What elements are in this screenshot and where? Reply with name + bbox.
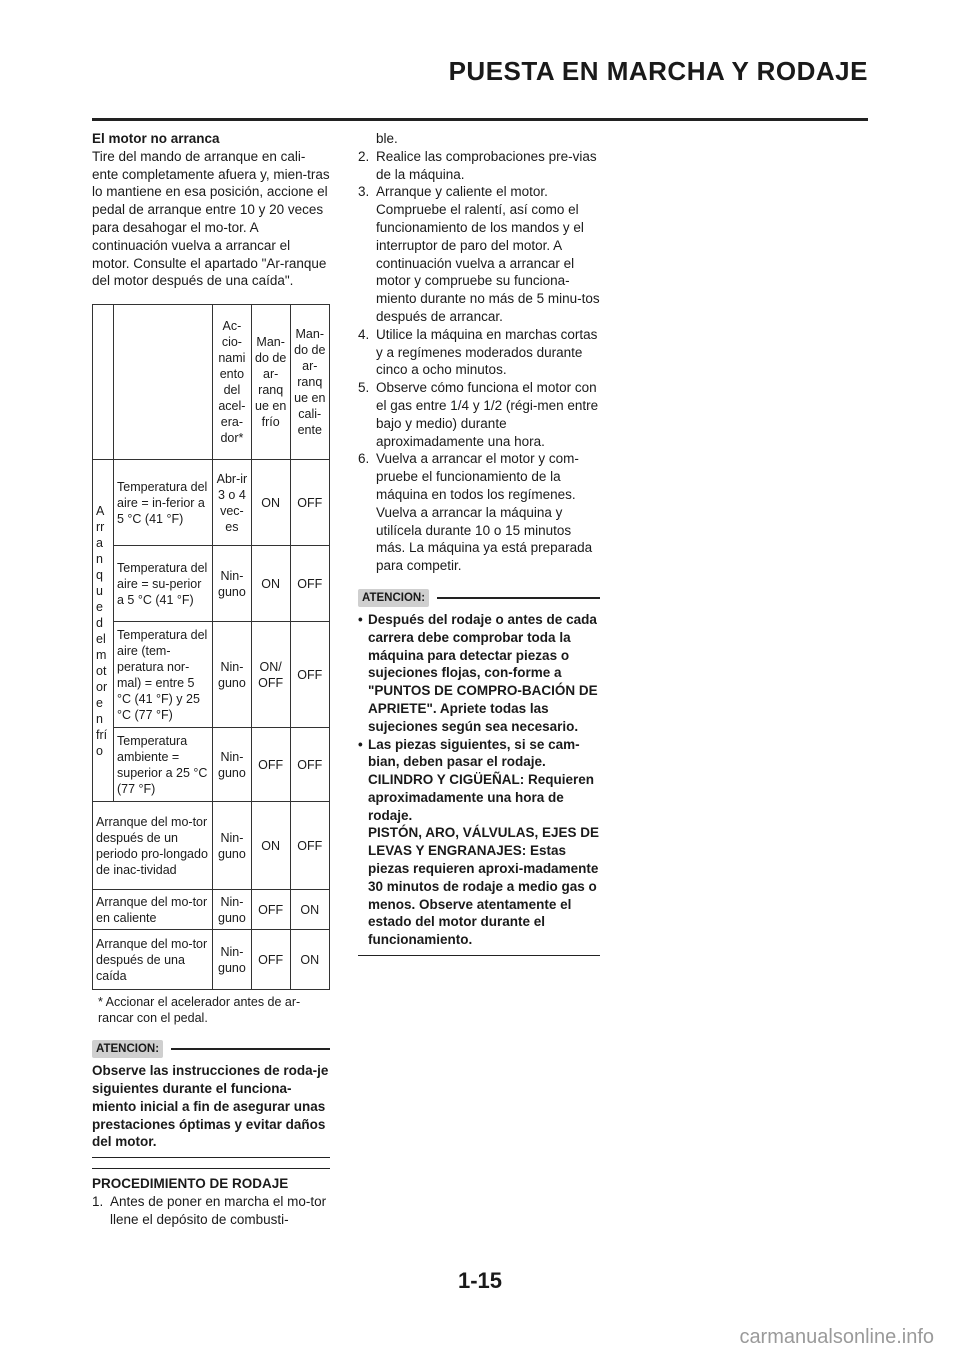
attention-header [358,589,600,607]
table-row [93,546,330,622]
table-row [93,890,330,930]
page-title: PUESTA EN MARCHA Y RODAJE [448,56,868,86]
list-item [358,326,600,379]
step-number: 3. [358,184,370,200]
step-text: Arranque y caliente el motor. Compruebe el ralentí, así como el funcionamiento de los mandos y el interruptor de paro del motor. A continuación vuelva a arrancar el motor y compruebe su funciona-miento durante no más de 5 minu-tos después de arrancar. [376,184,600,324]
page-number: 1-15 [457,1268,503,1293]
bullet: • [358,736,363,752]
cell-throttle: Nin-guno [213,890,252,930]
cell-hot: ON [290,930,329,990]
header-hot-start-knob: Man-do de ar-ranq ue en cali-ente [290,305,329,460]
header-throttle: Ac-cio-nami ento del acel-era-dor* [213,305,252,460]
step-text: Vuelva a arrancar el motor y com-pruebe el funcionamiento de la máquina en todos los regímenes. Vuelva a arrancar la máquina y utilícela durante 10 o 15 minutos más. La máquina ya está preparada para competir. [376,451,593,574]
table-row [93,460,330,546]
step-text: Observe cómo funciona el motor con el gas entre 1/4 y 1/2 (régi-men entre bajo y medio) durante aproximadamente una hora. [376,380,599,449]
bullet-sub-b: PISTÓN, ARO, VÁLVULAS, EJES DE LEVAS Y ENGRANAJES: Estas piezas requieren aproxi-madamente 30 minutos de rodaje a medio gas o menos. Observe atentamente el estado del motor durante el funcionamiento. [368,825,600,948]
bullet-sub-a: CILINDRO Y CIGÜEÑAL: Requieren aproximadamente una hora de rodaje. [368,772,595,823]
cell-condition: Arranque del mo-tor en caliente [93,890,213,930]
attention-box [358,589,600,956]
attention-rule [437,597,600,599]
attention-rule [171,1048,330,1050]
cell-throttle: Nin-guno [213,622,252,728]
table-row [93,802,330,890]
table-row [93,930,330,990]
cell-condition: Arranque del mo-tor después de una caída [93,930,213,990]
cell-throttle: Abr-ir 3 o 4 vec-es [213,460,252,546]
cell-cold: ON/ OFF [251,622,290,728]
list-item [92,1193,330,1229]
cell-condition: Temperatura del aire = in-ferior a 5 °C (41 °F) [114,460,213,546]
attention-header [92,1040,330,1058]
bullet-intro: Las piezas siguientes, si se cam-bian, deben pasar el rodaje. [368,736,580,770]
attention-list [358,607,600,956]
list-item [358,611,600,736]
attention-label: ATENCION: [92,1040,163,1058]
cell-condition: Arranque del mo-tor después de un periodo pro-longado de inac-tividad [93,802,213,890]
cell-hot: OFF [290,728,329,802]
attention-bullets [358,611,600,949]
step-number: 4. [358,326,370,342]
step-number: 1. [92,1193,104,1209]
right-column [358,130,600,956]
step-number: 6. [358,451,370,467]
bullet-text [368,736,600,950]
table-empty-cell [93,305,114,460]
cell-throttle: Nin-guno [213,546,252,622]
list-item [358,736,600,950]
cell-throttle: Nin-guno [213,728,252,802]
bullet: • [358,611,363,627]
table-row [93,622,330,728]
cell-hot: OFF [290,802,329,890]
table-footnote: * Accionar el acelerador antes de ar-rancar con el pedal. [98,995,301,1026]
intro-text: Tire del mando de arranque en cali-ente completamente afuera y, mien-tras lo mantiene en esa posición, accione el pedal de arranque entre 10 y 20 veces para desahogar el mo-tor. A continuación vuelva a arrancar el motor. Consulte el apartado "Ar-ranque del motor después de una caída". [92,148,330,289]
cell-throttle: Nin-guno [213,930,252,990]
attention-label: ATENCION: [358,589,429,607]
table-row [93,728,330,802]
cell-condition: Temperatura del aire = su-perior a 5 °C (41 °F) [114,546,213,622]
cell-cold: OFF [251,890,290,930]
group-label-cold-start: A rr a n q u e d el m ot or e n frí o [93,460,114,802]
list-item [358,183,600,325]
watermark: carmanualsonline.info [739,1326,934,1348]
list-item [358,379,600,450]
cell-cold: ON [251,546,290,622]
step-text: Utilice la máquina en marchas cortas y a regímenes moderados durante cinco a ocho minutos. [376,326,598,378]
starting-table [92,304,330,990]
cell-throttle: Nin-guno [213,802,252,890]
cell-cold: ON [251,460,290,546]
step-continuation: ble. [376,131,398,146]
procedure-title: PROCEDIMIENTO DE RODAJE [92,1168,330,1193]
cell-condition: Temperatura del aire (tem-peratura nor-mal) = entre 5 °C (41 °F) y 25 °C (77 °F) [114,622,213,728]
attention-text: Observe las instrucciones de roda-je siguientes durante el funciona-miento inicial a fin de asegurar unas prestaciones óptimas y evitar daños del motor. [92,1058,330,1158]
cell-cold: OFF [251,930,290,990]
left-column [92,130,330,1229]
header-rule [92,118,868,121]
header-cold-start-knob: Man-do de ar-ranq ue en frío [251,305,290,460]
step-number: 5. [358,380,370,396]
list-item [358,148,600,184]
table-empty-cell [114,305,213,460]
table-header-row [93,305,330,460]
step-text: Antes de poner en marcha el mo-tor llene el depósito de combusti- [110,1193,327,1227]
cell-cold: OFF [251,728,290,802]
attention-box [92,1040,330,1158]
cell-hot: OFF [290,546,329,622]
step-text: Realice las comprobaciones pre-vias de la máquina. [376,148,597,182]
cell-hot: ON [290,890,329,930]
cell-cold: ON [251,802,290,890]
intro-heading: El motor no arranca [92,131,220,146]
cell-condition: Temperatura ambiente = superior a 25 °C (77 °F) [114,728,213,802]
cell-hot: OFF [290,460,329,546]
list-item [358,450,600,575]
bullet-text: Después del rodaje o antes de cada carrera debe comprobar toda la máquina para detectar piezas o sujeciones flojas, con-forme a "PUNTOS DE COMPRO-BACIÓN DE APRIETE". Apriete todas las sujeciones según sea necesario. [368,611,598,734]
step-number: 2. [358,148,370,164]
cell-hot: OFF [290,622,329,728]
